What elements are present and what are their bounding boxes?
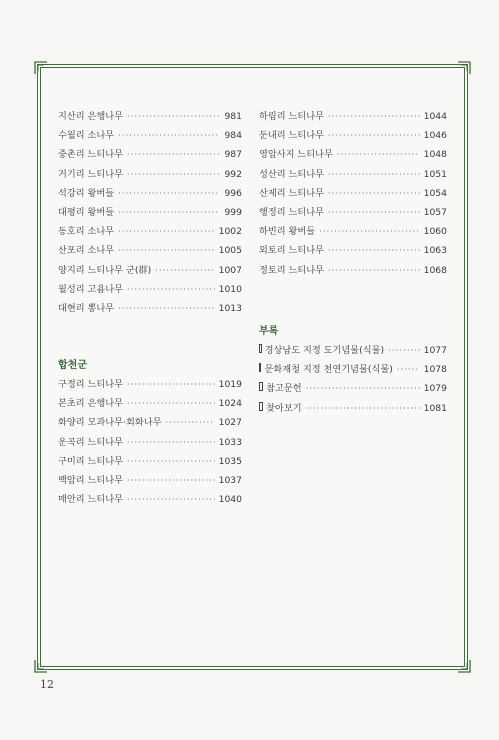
toc-list-appendix	[259, 322, 447, 419]
corner-ornament-icon	[34, 659, 48, 673]
toc-entry[interactable]: 백암리 느티나무 ····· 1037	[58, 472, 242, 491]
page-number: 12	[40, 678, 54, 691]
toc-entry[interactable]: 찾아보기 ····· 1081	[259, 400, 447, 419]
toc-entry[interactable]: 거기리 느티나무 ····· 992	[58, 166, 242, 185]
toc-entry[interactable]: 매안리 느티나무 ····· 1040	[58, 491, 242, 510]
toc-entry[interactable]: 운곡리 느티나무 ····· 1033	[58, 434, 242, 453]
toc-entry[interactable]: 성산리 느티나무 ····· 1051	[259, 166, 447, 185]
toc-entry[interactable]: 대현리 뽕나무 ····· 1013	[58, 300, 242, 319]
toc-entry[interactable]: 참고문헌 ····· 1079	[259, 380, 447, 399]
checkbox-square-icon	[259, 402, 263, 411]
toc-entry[interactable]: 구미리 느티나무 ····· 1035	[58, 453, 242, 472]
toc-list-left-2	[58, 356, 242, 510]
toc-entry[interactable]: 정토리 느티나무 ····· 1068	[259, 262, 447, 281]
toc-entry[interactable]: 산제리 느티나무 ····· 1054	[259, 185, 447, 204]
toc-entry[interactable]: 양지리 느티나무 군(群) ····· 1007	[58, 262, 242, 281]
toc-entry[interactable]: 화양리 모과나무·회화나무 ····· 1027	[58, 414, 242, 433]
toc-entry[interactable]: 행정리 느티나무 ····· 1057	[259, 204, 447, 223]
toc-entry[interactable]: 외토리 느티나무 ····· 1063	[259, 242, 447, 261]
toc-entry[interactable]: 문화재청 지정 천연기념물(식물) ····· 1078	[259, 361, 447, 380]
toc-entry[interactable]: 지산리 은행나무 ····· 981	[58, 108, 242, 127]
toc-entry[interactable]: 중촌리 느티나무 ····· 987	[58, 146, 242, 165]
section-heading-hapcheon: 합천군	[58, 360, 87, 371]
toc-entry[interactable]: 경상남도 지정 도기념물(식물) ····· 1077	[259, 342, 447, 361]
checkbox-square-icon	[259, 344, 262, 353]
section-heading-appendix: 부록	[259, 326, 279, 337]
toc-entry[interactable]: 수월리 소나무 ····· 984	[58, 127, 242, 146]
checkbox-square-icon	[259, 382, 263, 391]
toc-entry[interactable]: 하빈리 왕버들 ····· 1060	[259, 223, 447, 242]
corner-ornament-icon	[34, 61, 48, 75]
toc-entry[interactable]: 대평리 왕버들 ····· 999	[58, 204, 242, 223]
toc-entry[interactable]: 영암사지 느티나무 ····· 1048	[259, 146, 447, 165]
toc-entry[interactable]: 둔내리 느티나무 ····· 1046	[259, 127, 447, 146]
checkbox-square-icon	[259, 363, 261, 372]
toc-entry[interactable]: 본초리 은행나무 ····· 1024	[58, 395, 242, 414]
toc-list-left-1	[58, 108, 242, 319]
toc-list-right-1	[259, 108, 447, 281]
corner-ornament-icon	[457, 659, 471, 673]
toc-entry[interactable]: 구정리 느티나무 ····· 1019	[58, 376, 242, 395]
toc-entry[interactable]: 동호리 소나무 ····· 1002	[58, 223, 242, 242]
toc-entry[interactable]: 석강리 왕버들 ····· 996	[58, 185, 242, 204]
corner-ornament-icon	[457, 61, 471, 75]
toc-entry[interactable]: 월성리 고욤나무 ····· 1010	[58, 281, 242, 300]
toc-entry[interactable]: 하림리 느티나무 ····· 1044	[259, 108, 447, 127]
toc-entry[interactable]: 산포리 소나무 ····· 1005	[58, 242, 242, 261]
